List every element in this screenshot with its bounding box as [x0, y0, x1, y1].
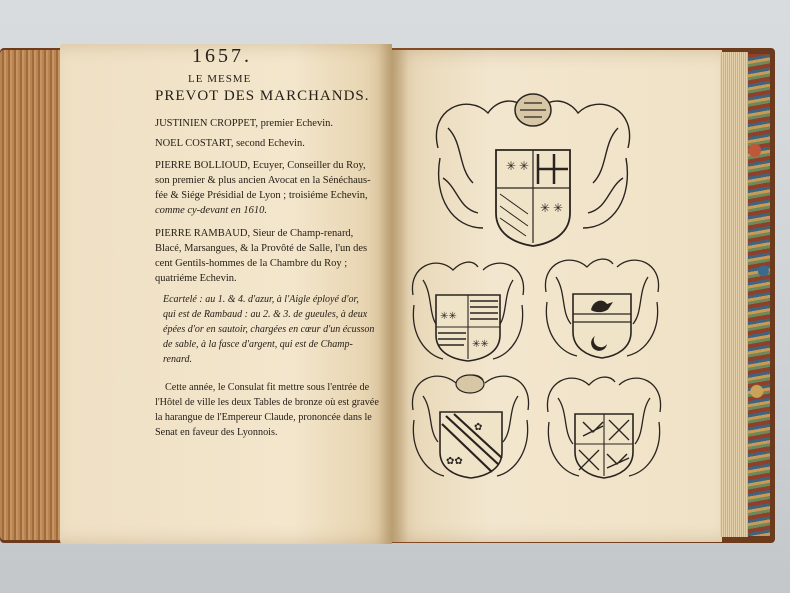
entry-line: fée & Siége Présidial de Lyon ; troisiéme Echevin, [155, 190, 368, 201]
entry-line: cent Gentils-hommes de la Chambre du Roy ; [155, 258, 348, 269]
entry-line: PIERRE RAMBAUD, Sieur de Champ-renard, [155, 228, 354, 239]
blazon-line: renard. [163, 354, 192, 365]
entry-line: JUSTINIEN CROPPET, premier Echevin. [155, 118, 333, 129]
page-year: 1657. [192, 45, 252, 67]
svg-text:✿: ✿ [474, 422, 483, 433]
coat-of-arms-large [428, 88, 638, 248]
marbled-edge [748, 54, 770, 536]
entry-line: NOEL COSTART, second Echevin. [155, 138, 305, 149]
blazon-line: qui est de Rambaud : au 2. & 3. de gueules, à deux [163, 309, 368, 320]
entry-line: son premier & plus ancien Avocat en la Sénéchaus- [155, 175, 371, 186]
paragraph-line: la harangue de l'Empereur Claude, prononcée dans le [155, 412, 372, 423]
svg-text:✳ ✳: ✳ ✳ [540, 201, 564, 215]
entry-line: PIERRE BOLLIOUD, Ecuyer, Conseiller du Roy, [155, 160, 366, 171]
paragraph-line: Senat en faveur des Lyonnois. [155, 427, 278, 438]
paragraph-line: Cette année, le Consulat fit mettre sous l'entrée de [165, 382, 370, 393]
coat-of-arms-right [541, 252, 663, 360]
svg-text:✿✿: ✿✿ [446, 456, 463, 467]
right-page-edges [720, 52, 748, 537]
paragraph-line: l'Hôtel de ville les deux Tables de bronze où est gravée [155, 397, 379, 408]
heading-large: PREVOT DES MARCHANDS. [155, 88, 370, 104]
coat-of-arms-bottom-left [408, 368, 533, 480]
svg-text:✳✳: ✳✳ [440, 311, 457, 322]
coat-of-arms-bottom-right [543, 370, 665, 480]
blazon-line: de sable, à la fasce d'argent, qui est de Champ- [163, 339, 353, 350]
coat-of-arms-left [408, 255, 528, 363]
entry-line: Blacé, Marsangues, & la Provôté de Salle, l'un des [155, 243, 368, 254]
entry-line: comme cy-devant en 1610. [155, 205, 267, 216]
open-book [0, 40, 790, 545]
svg-text:✳ ✳: ✳ ✳ [506, 159, 530, 173]
blazon-line: épées d'or en sautoir, chargées en cœur d'un écusson [163, 324, 375, 335]
entry-line: quatriéme Echevin. [155, 273, 237, 284]
heading-small: LE MESME [188, 73, 252, 85]
svg-text:✳✳: ✳✳ [472, 339, 489, 350]
blazon-line: Ecartelé : au 1. & 4. d'azur, à l'Aigle éployé d'or, [163, 294, 359, 305]
